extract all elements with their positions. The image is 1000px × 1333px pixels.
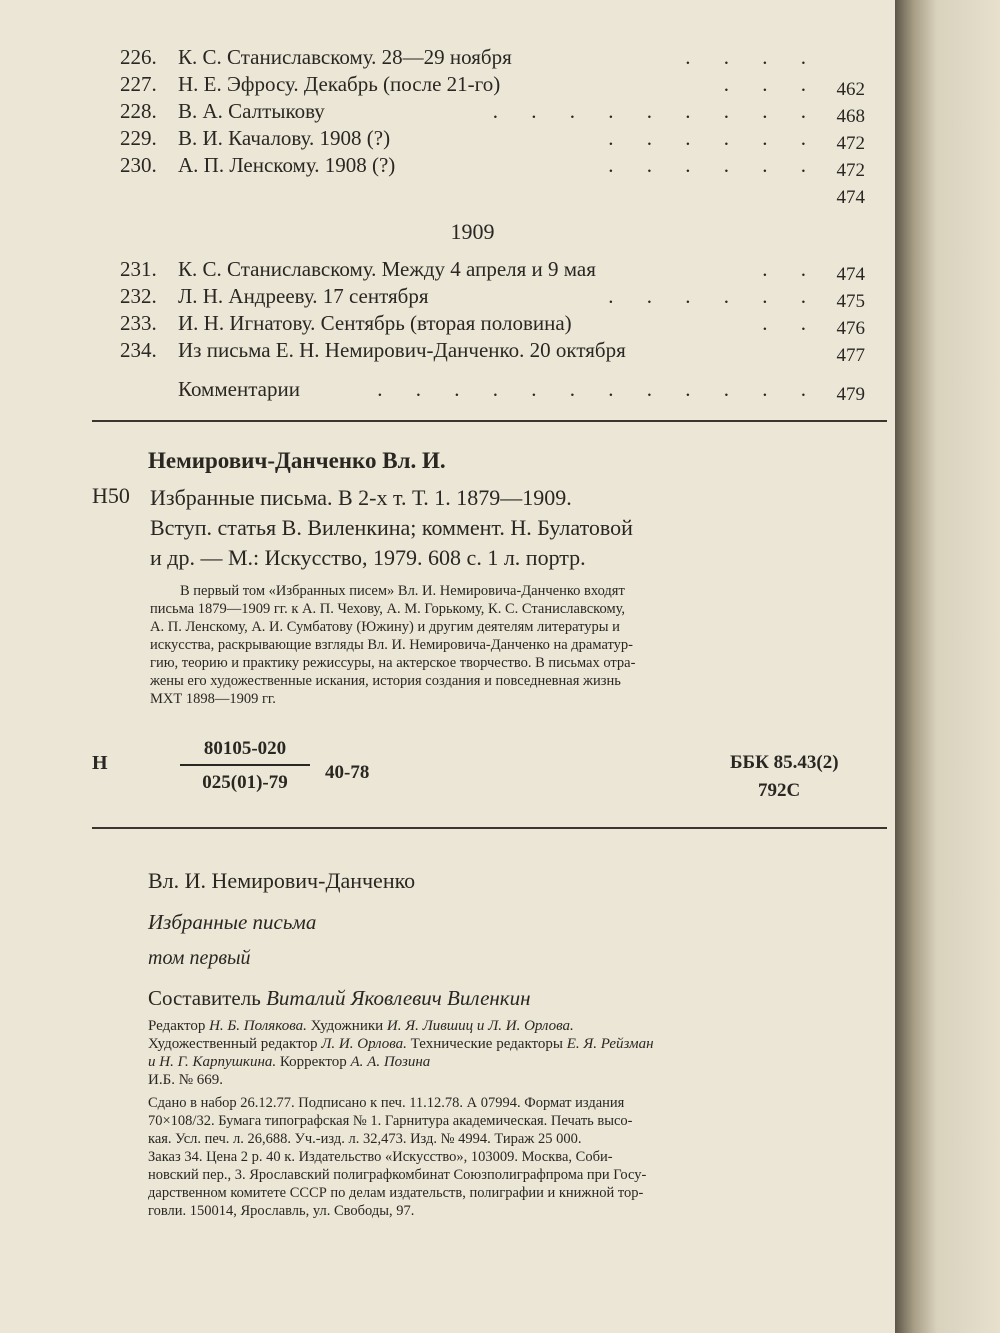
- divider: [92, 420, 887, 422]
- imprint-line: новский пер., 3. Ярославский полиграфкомбинат Союзполиграфпрома при Госу-: [148, 1167, 647, 1183]
- toc-page: 468: [836, 106, 865, 127]
- credits-volume: том первый: [148, 947, 251, 969]
- toc-number: 227.: [120, 72, 157, 96]
- toc-leader: . .: [762, 311, 820, 335]
- code-numerator: 80105-020: [180, 738, 310, 766]
- credits-title: Избранные письма: [148, 910, 317, 934]
- toc-title: Из письма Е. Н. Немирович-Данченко. 20 октября: [178, 338, 626, 362]
- toc-leader: . .: [762, 257, 820, 281]
- toc-number: 230.: [120, 153, 157, 177]
- toc-entry: [120, 283, 865, 310]
- toc-page: 475: [836, 291, 865, 312]
- toc-leader: . . . . . .: [608, 284, 820, 308]
- person-name: Е. Я. Рейзман: [566, 1036, 654, 1052]
- imprint-line: Сдано в набор 26.12.77. Подписано к печ. 11.12.78. А 07994. Формат издания: [148, 1095, 625, 1111]
- person-name: и Н. Г. Карпушкина.: [148, 1054, 277, 1070]
- toc-page: 476: [836, 318, 865, 339]
- imprint-line: говли. 150014, Ярославль, ул. Свободы, 97.: [148, 1203, 415, 1219]
- annotation-line: В первый том «Избранных писем» Вл. И. Немировича-Данченко входят: [180, 583, 625, 599]
- annotation-line: искусства, раскрывающие взгляды Вл. И. Немировича-Данченко на драматур-: [150, 637, 633, 653]
- toc-number: 231.: [120, 257, 157, 281]
- code-denominator: 025(01)-79: [202, 772, 288, 793]
- toc-title: В. И. Качалову. 1908 (?): [178, 126, 391, 150]
- code-letter: Н: [92, 752, 108, 774]
- bib-class-code: Н50: [92, 483, 130, 508]
- toc-number: 229.: [120, 126, 157, 150]
- bib-author: Немирович-Данченко Вл. И.: [148, 448, 446, 473]
- toc-page: 474: [836, 187, 865, 208]
- role-label: Технические редакторы: [410, 1036, 563, 1052]
- toc-entry: [120, 44, 865, 71]
- year-heading: 1909: [450, 219, 495, 244]
- bib-line: Вступ. статья В. Виленкина; коммент. Н. Булатовой: [150, 515, 633, 540]
- toc-entry: [120, 125, 865, 152]
- person-name: Л. И. Орлова.: [321, 1036, 407, 1052]
- toc-page: 474: [836, 264, 865, 285]
- divider: [92, 827, 887, 829]
- adjacent-page-edge: [895, 0, 1000, 1333]
- toc-leader: . . . . . .: [608, 153, 820, 177]
- editors: [148, 1017, 868, 1089]
- person-name: Н. Б. Полякова.: [209, 1018, 307, 1034]
- imprint-line: Заказ 34. Цена 2 р. 40 к. Издательство «Искусство», 103009. Москва, Соби-: [148, 1149, 613, 1165]
- toc-page: 472: [836, 133, 865, 154]
- toc-page: 477: [836, 345, 865, 366]
- person-name: И. Я. Лившиц и Л. И. Орлова.: [386, 1018, 574, 1034]
- imprint-line: дарственном комитете СССР по делам издательств, полиграфии и книжной тор-: [148, 1185, 644, 1201]
- annotation-line: А. П. Ленскому, А. И. Сумбатову (Южину) и другим деятелям литературы и: [150, 619, 620, 635]
- editors-line: И.Б. № 669.: [148, 1072, 224, 1088]
- toc-entry: [120, 310, 865, 337]
- bbk-line: ББК 85.43(2): [730, 752, 839, 773]
- toc-entry-comments: [120, 376, 865, 403]
- editors-line: [148, 1017, 868, 1035]
- compiler-label: Составитель: [148, 986, 261, 1010]
- bib-line: Избранные письма. В 2-х т. Т. 1. 1879—1909.: [150, 485, 572, 510]
- annotation-line: МХТ 1898—1909 гг.: [150, 691, 276, 707]
- editors-line: [148, 1035, 868, 1053]
- annotation-line: жены его художественные искания, история создания и повседневная жизнь: [150, 673, 621, 689]
- toc-entry: [120, 256, 865, 283]
- toc-number: 226.: [120, 45, 157, 69]
- imprint-line: 70×108/32. Бумага типографская № 1. Гарнитура академическая. Печать высо-: [148, 1113, 633, 1129]
- toc-leader: . . . . . . . . .: [492, 99, 820, 123]
- toc-leader: . . .: [723, 72, 820, 96]
- toc-page: 472: [836, 160, 865, 181]
- role-label: Художники: [310, 1018, 384, 1034]
- toc-number: 232.: [120, 284, 157, 308]
- annotation-line: гию, теорию и практику режиссуры, на актерское творчество. В письмах отра-: [150, 655, 636, 671]
- credits-author: Вл. И. Немирович-Данченко: [148, 868, 416, 893]
- editors-line: [148, 1053, 868, 1071]
- imprint: [148, 1094, 868, 1220]
- bbk-line: 792С: [758, 780, 801, 801]
- code-middle: 40-78: [325, 762, 370, 783]
- toc-leader: . . . . . .: [608, 126, 820, 150]
- role-label: Художественный редактор: [148, 1036, 318, 1052]
- role-label: Редактор: [148, 1018, 206, 1034]
- credits-compiler: [148, 986, 888, 1011]
- toc-number: 228.: [120, 99, 157, 123]
- toc-title: К. С. Станиславскому. Между 4 апреля и 9 мая: [178, 257, 596, 281]
- table-of-contents: [120, 44, 865, 403]
- annotation-line: письма 1879—1909 гг. к А. П. Чехову, А. М. Горькому, К. С. Станиславскому,: [150, 601, 626, 617]
- bib-line: и др. — М.: Искусство, 1979. 608 с. 1 л. портр.: [150, 545, 586, 570]
- credits: [148, 868, 888, 1011]
- toc-title: В. А. Салтыкову: [178, 99, 325, 123]
- toc-leader: . . . .: [685, 45, 820, 69]
- toc-number: 233.: [120, 311, 157, 335]
- toc-entry: [120, 152, 865, 179]
- toc-title: К. С. Станиславскому. 28—29 ноября: [178, 45, 512, 69]
- compiler-name: Виталий Яковлевич Виленкин: [266, 986, 531, 1010]
- imprint-line: кая. Усл. печ. л. 26,688. Уч.-изд. л. 32,473. Изд. № 4994. Тираж 25 000.: [148, 1131, 582, 1147]
- toc-title: Л. Н. Андрееву. 17 сентября: [178, 284, 429, 308]
- toc-title: Н. Е. Эфросу. Декабрь (после 21-го): [178, 72, 501, 96]
- role-label: Корректор: [279, 1054, 347, 1070]
- bbk-code: [730, 749, 839, 805]
- bib-description: [150, 483, 875, 573]
- toc-title: Комментарии: [178, 377, 300, 401]
- toc-page: 479: [836, 384, 865, 405]
- person-name: А. А. Позина: [350, 1054, 431, 1070]
- toc-page-only-row: [120, 179, 865, 206]
- toc-page: 462: [836, 79, 865, 100]
- toc-entry: [120, 71, 865, 98]
- toc-title: И. Н. Игнатову. Сентябрь (вторая половина): [178, 311, 572, 335]
- toc-entry: [120, 337, 865, 364]
- annotation: [150, 582, 870, 708]
- toc-leader: . . . . . . . . . . . .: [377, 377, 820, 401]
- toc-entry: [120, 98, 865, 125]
- toc-title: А. П. Ленскому. 1908 (?): [178, 153, 396, 177]
- toc-number: 234.: [120, 338, 157, 362]
- code-fraction: [180, 738, 310, 794]
